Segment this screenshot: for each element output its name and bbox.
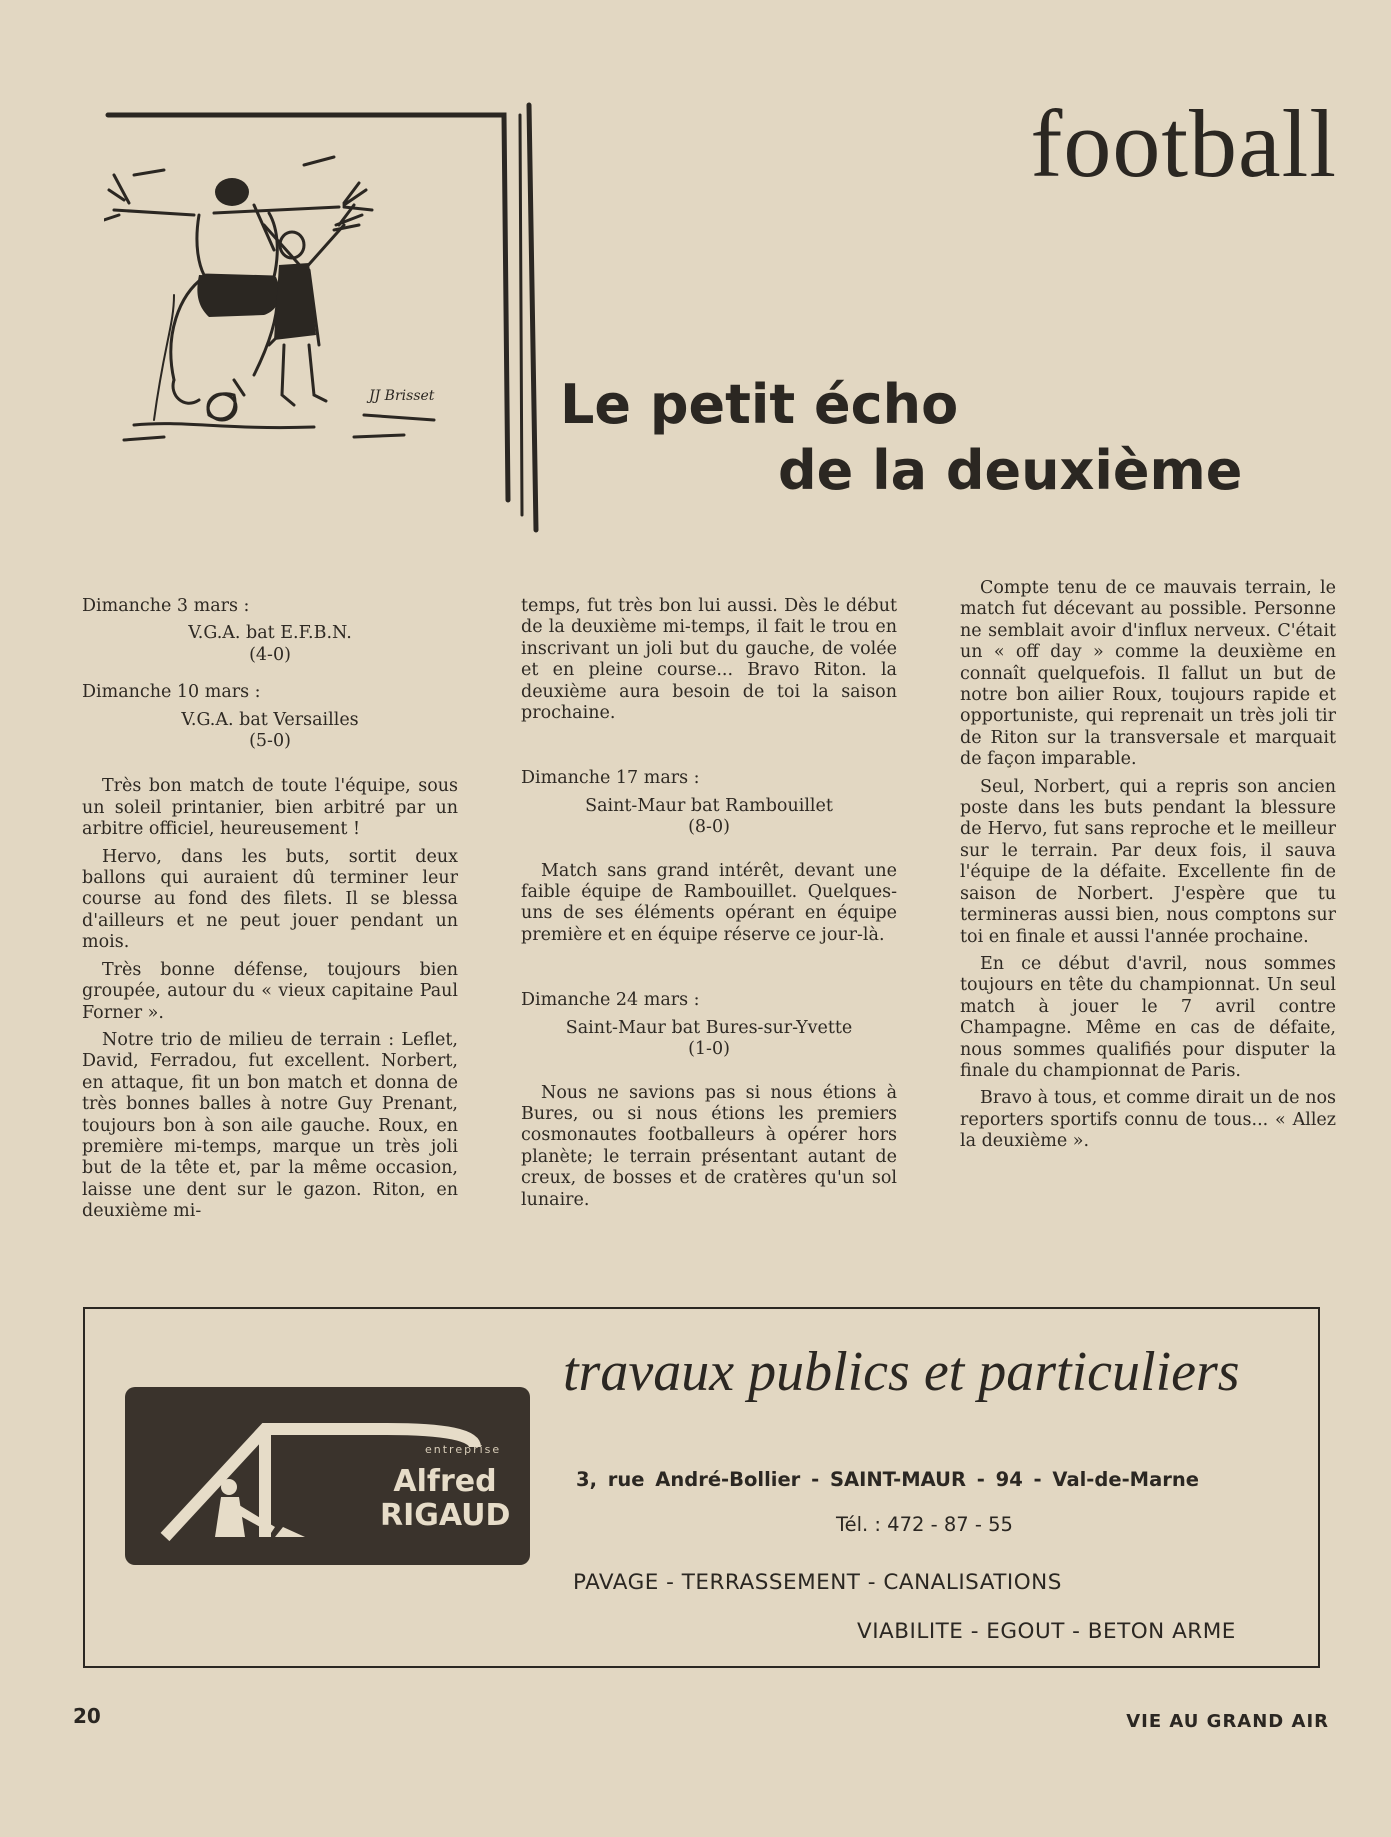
match-score: (5-0) [249,731,291,752]
ad-tagline: travaux publics et particuliers [563,1341,1240,1403]
article-column-3 [960,578,1336,1229]
match-result: Saint-Maur bat Rambouillet [585,795,833,816]
match-score: (8-0) [688,817,730,838]
article-paragraph: Bravo à tous, et comme dirait un de nos reporters sportifs connu de tous... « Allez la deuxième ». [960,1088,1336,1152]
article-paragraph: Très bon match de toute l'équipe, sous un soleil printanier, bien arbitré par un arbitre officiel, heureusement ! [82,776,458,840]
article-column-1 [82,596,458,1229]
match-result: Saint-Maur bat Bures-sur-Yvette [565,1017,853,1038]
article-paragraph: Seul, Norbert, qui a repris son ancien poste dans les buts pendant la blessure de Hervo, fut sans reproche et le meilleur sur le terrain. Par deux fois, il sauva l'équipe de la défaite. Excellente fin de saison de Norbert. J'espère que tu termineras aussi bien, nous comptons sur toi en finale et aussi l'année prochaine. [960,776,1336,947]
magazine-name: VIE AU GRAND AIR [1126,1711,1329,1732]
match-date: Dimanche 24 mars : [521,990,700,1011]
illustration-signature: JJ Brisset [369,388,435,404]
logo-small-text: entreprise [425,1443,502,1456]
match-result: V.G.A. bat E.F.B.N. [188,623,352,644]
article-paragraph: Notre trio de milieu de terrain : Leflet, David, Ferradou, fut excellent. Norbert, en attaque, fit un bon match et donna de très bonnes balles à notre Guy Prenant, toujours bon à son aile gauche. Roux, en première mi-temps, marque un très joli but de la tête et, par la même occasion, laisse une dent sur le gazon. Riton, en deuxième mi- [82,1029,458,1222]
match-result: V.G.A. bat Versailles [181,709,359,730]
logo-company-name [380,1465,510,1533]
match-date: Dimanche 3 mars : [82,596,250,616]
article-paragraph: Match sans grand intérêt, devant une faible équipe de Rambouillet. Quelques-uns de ses éléments opérant en équipe première et en équipe réserve ce jour-là. [521,860,897,945]
match-date: Dimanche 10 mars : [82,682,261,703]
headline-line-2: de la deuxième [778,439,1243,502]
match-score: (4-0) [249,644,291,665]
article-paragraph: temps, fut très bon lui aussi. Dès le début de la deuxième mi-temps, il fait le trou en inscrivant un joli but du gauche, de volée et en pleine course... Bravo Riton. la deuxième aura besoin de toi la saison prochaine. [521,596,897,724]
headline-line-1: Le petit écho [560,373,959,436]
logo-name-line-1: Alfred [393,1464,497,1499]
ad-services-line-2: VIABILITE - EGOUT - BETON ARME [857,1619,1236,1644]
logo-name-line-2: RIGAUD [380,1498,511,1533]
ad-services-line-1: PAVAGE - TERRASSEMENT - CANALISATIONS [573,1570,1062,1595]
article-paragraph: En ce début d'avril, nous sommes toujours en tête du championnat. Un seul match à jouer le 7 avril contre Champagne. Même en cas de défaite, nous sommes qualifiés pour disputer la finale du championnat de Paris. [960,953,1336,1081]
ad-telephone: Tél. : 472 - 87 - 55 [836,1513,1013,1536]
match-date: Dimanche 17 mars : [521,768,700,789]
article-body [82,578,1336,1229]
ad-address: 3, rue André-Bollier - SAINT-MAUR - 94 - Val-de-Marne [576,1468,1199,1491]
section-title: football [1030,90,1337,197]
article-paragraph: Très bonne défense, toujours bien groupée, autour du « vieux capitaine Paul Forner ». [82,959,458,1023]
rigaud-logo [125,1387,530,1565]
article-column-2 [521,596,897,1229]
article-paragraph: Compte tenu de ce mauvais terrain, le match fut décevant au possible. Personne ne semblait avoir d'influx nerveux. C'était un « off day » comme la deuxième en connaît quelquefois. Il fallut un but de notre bon ailier Roux, toujours rapide et opportuniste, qui reprenait un très joli tir de Riton sur la transversale et marquait de façon imparable. [960,578,1336,770]
match-score: (1-0) [688,1039,730,1060]
article-paragraph: Nous ne savions pas si nous étions à Bures, ou si nous étions les premiers cosmonautes footballeurs à opérer hors planète; le terrain présentant autant de creux, de bosses et de cratères qu'un sol lunaire. [521,1082,897,1210]
article-paragraph: Hervo, dans les buts, sortit deux ballons qui auraient dû terminer leur course au fond des filets. Il se blessa d'ailleurs et ne peut jouer pendant un mois. [82,846,458,953]
article-headline [560,372,1342,504]
page-number: 20 [73,1704,101,1728]
goalkeeper-illustration [104,95,554,535]
